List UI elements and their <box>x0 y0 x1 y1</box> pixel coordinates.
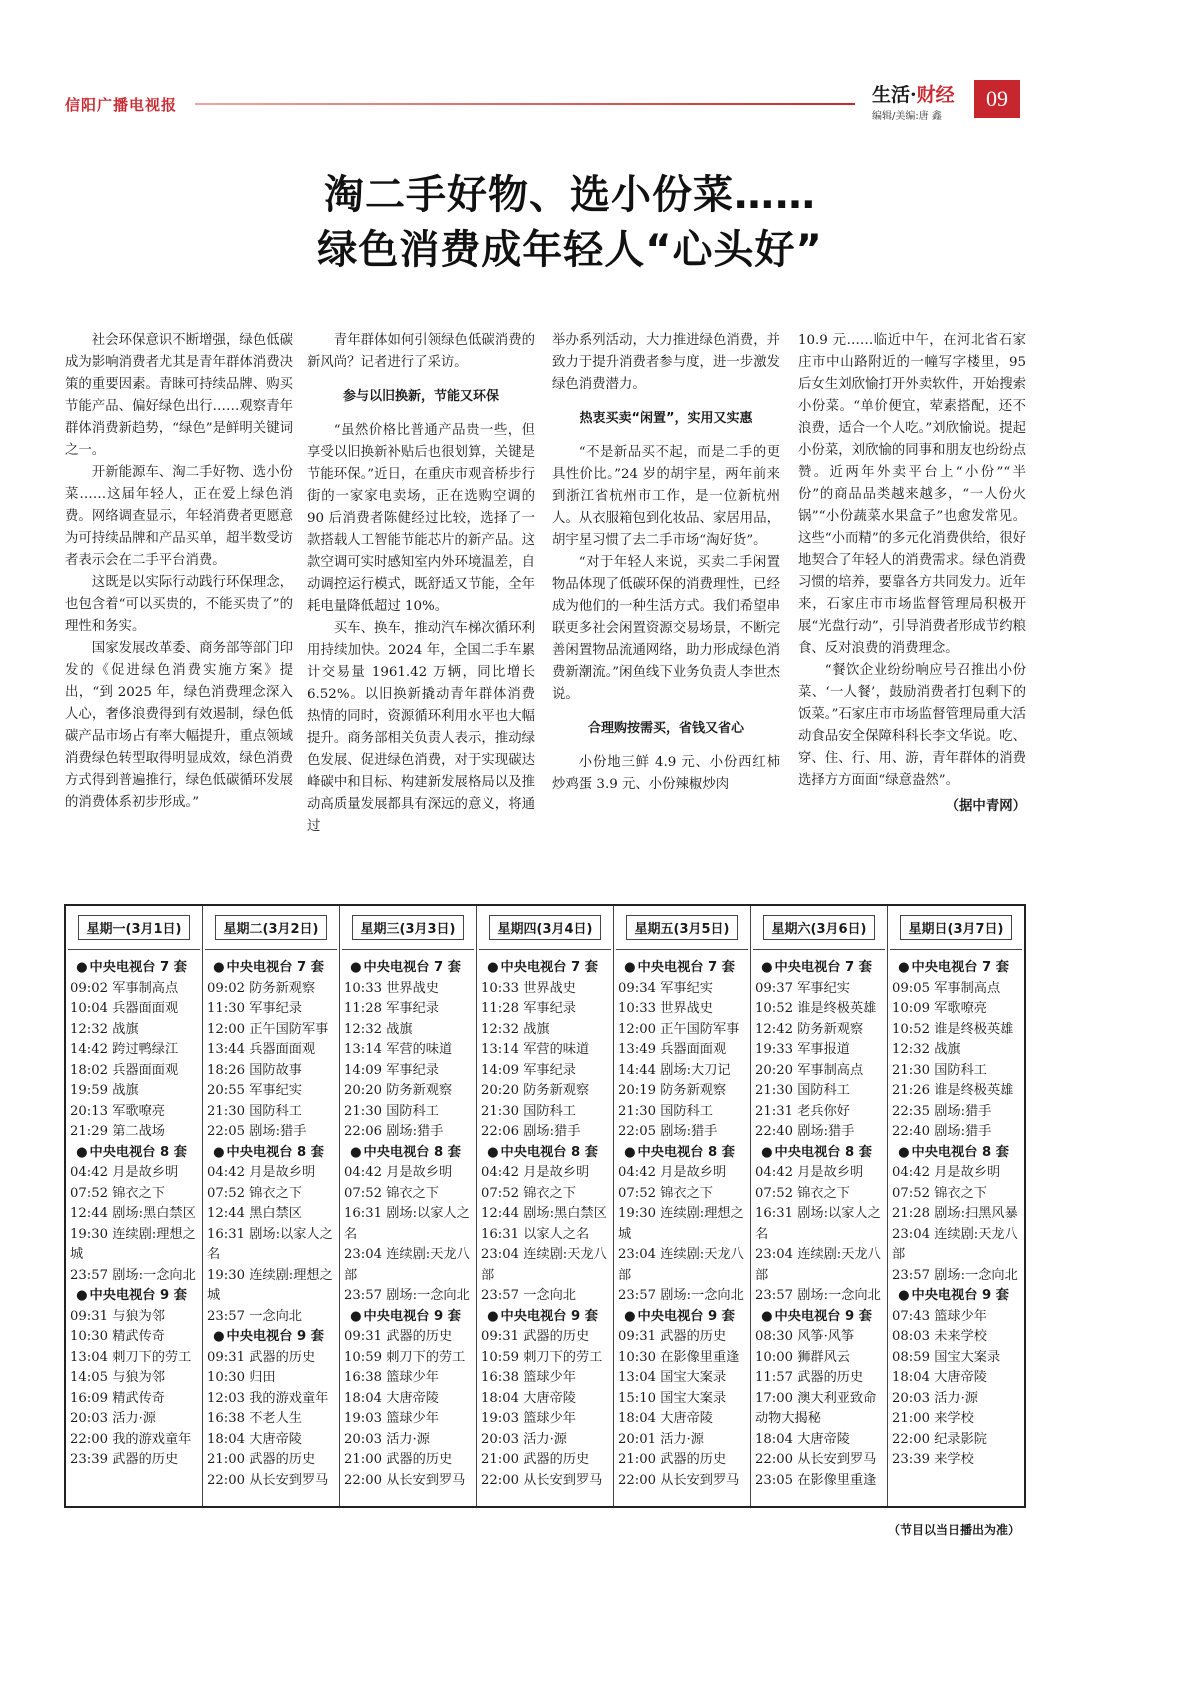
program-entry: 14:09 军事纪录 <box>481 1062 576 1078</box>
program-entry: 20:03 活力·源 <box>344 1431 430 1447</box>
program-entry: 10:59 刺刀下的劳工 <box>344 1349 466 1365</box>
program-entry: 23:57 剧场:一念向北 <box>755 1288 881 1303</box>
program-entry: 10:00 狮群风云 <box>755 1349 850 1365</box>
program-entry: 04:42 月是故乡明 <box>207 1165 316 1180</box>
program-entry: 20:13 军歌嘹亮 <box>70 1103 165 1119</box>
tv-schedule-table <box>64 904 1026 1508</box>
program-entry: 23:57 一念向北 <box>207 1308 302 1324</box>
subheading-trade-in: 参与以旧换新，节能又环保 <box>342 389 499 404</box>
program-entry: 09:05 军事制高点 <box>892 980 1001 996</box>
program-entry: 08:30 风筝·风筝 <box>755 1329 855 1344</box>
program-entry: 11:28 军事纪录 <box>481 1001 576 1016</box>
day-label: 星期二(3月2日) <box>215 915 328 940</box>
program-entry: 19:30 连续剧:理想之城 <box>70 1226 196 1262</box>
program-entry: 23:04 连续剧:天龙八部 <box>755 1247 881 1283</box>
article-paragraph: “餐饮企业纷纷响应号召推出小份菜、‘一人餐’，鼓励消费者打包剩下的饭菜。”石家庄市市场监督管理局重大活动食品安全保障科科长李文华说。吃、穿、住、行、用、游，青年群体的消费选择方方面面“绿意盎然”。 <box>798 663 1026 788</box>
program-entry: 09:31 与狼为邻 <box>70 1308 165 1324</box>
article-column-3 <box>552 330 780 796</box>
program-entry: 04:42 月是故乡明 <box>70 1165 179 1180</box>
channel-heading: ● 中央电视台 7 套 <box>68 958 200 979</box>
program-entry: 22:06 剧场:猎手 <box>481 1124 581 1139</box>
newspaper-masthead: 信阳广播电视报 <box>65 96 178 114</box>
article-paragraph: 青年群体如何引领绿色低碳消费的新风尚？记者进行了采访。 <box>307 333 535 370</box>
program-entry: 10:33 世界战史 <box>481 980 576 996</box>
program-entry: 19:33 军事报道 <box>755 1042 850 1057</box>
program-entry: 22:00 我的游戏童年 <box>70 1431 192 1447</box>
program-entry: 13:04 刺刀下的劳工 <box>70 1349 192 1365</box>
schedule-day-column <box>203 906 340 1506</box>
program-entry: 22:40 剧场:猎手 <box>755 1124 855 1139</box>
article-paragraph: 10.9 元……临近中午，在河北省石家庄市中山路附近的一幢写字楼里，95 后女生刘欣愉打开外卖软件，开始搜索小份菜。“单价便宜，荤素搭配，还不浪费，适合一个人吃。”刘欣愉说。提起小份菜，刘欣愉的同事和朋友也纷纷点赞。近两年外卖平台上“小份”“半份”的商品品类越来越多，“一人份火锅”“小份蔬菜水果盒子”也愈发常见。这些“小而精”的多元化消费供给，很好地契合了年轻人的消费需求。绿色消费习惯的培养，要靠各方共同发力。近年来，石家庄市市场监督管理局积极开展“光盘行动”，引导消费者形成节约粮食、反对浪费的消费理念。 <box>798 333 1026 656</box>
program-entry: 20:20 防务新观察 <box>481 1083 590 1098</box>
channel-heading: ● 中央电视台 9 套 <box>753 1307 885 1328</box>
page-number: 09 <box>974 80 1020 118</box>
section-title-accent: 财经 <box>916 84 955 106</box>
program-entry: 23:57 剧场:一念向北 <box>70 1267 196 1283</box>
program-entry: 16:31 剧场:以家人之名 <box>207 1226 333 1262</box>
article-paragraph: 举办系列活动，大力推进绿色消费，并致力于提升消费者参与度，进一步激发绿色消费潜力。 <box>552 333 780 392</box>
day-label: 星期四(3月4日) <box>489 915 602 940</box>
channel-heading: ● 中央电视台 7 套 <box>753 958 885 979</box>
program-entry: 10:59 刺刀下的劳工 <box>481 1349 603 1365</box>
program-entry: 23:04 连续剧:天龙八部 <box>481 1247 607 1283</box>
program-entry: 18:26 国防故事 <box>207 1062 302 1078</box>
program-entry: 23:04 连续剧:天龙八部 <box>892 1226 1018 1262</box>
program-entry: 18:04 大唐帝陵 <box>344 1390 439 1406</box>
program-entry: 14:42 跨过鸭绿江 <box>70 1042 179 1057</box>
program-entry: 23:39 来学校 <box>892 1452 974 1467</box>
program-entry: 14:05 与狼为邻 <box>70 1370 165 1385</box>
program-entry: 21:00 武器的历史 <box>618 1452 727 1467</box>
channel-heading: ● 中央电视台 8 套 <box>753 1143 885 1164</box>
program-entry: 23:57 剧场:一念向北 <box>344 1288 470 1303</box>
program-entry: 10:52 谁是终极英雄 <box>892 1021 1014 1037</box>
program-entry: 08:59 国宝大案录 <box>892 1349 1001 1365</box>
schedule-day-header <box>753 906 885 950</box>
program-entry: 14:09 军事纪录 <box>344 1062 439 1078</box>
program-entry: 23:39 武器的历史 <box>70 1452 179 1467</box>
program-entry: 16:31 以家人之名 <box>481 1226 590 1242</box>
program-entry: 18:04 大唐帝陵 <box>618 1411 713 1426</box>
day-label: 星期日(3月7日) <box>900 915 1013 940</box>
channel-heading: ● 中央电视台 8 套 <box>342 1143 474 1164</box>
subheading-secondhand: 热衷买卖“闲置”，实用又实惠 <box>579 411 753 426</box>
section-title <box>872 80 955 107</box>
program-entry: 23:57 剧场:一念向北 <box>892 1267 1018 1283</box>
program-entry: 13:44 兵器面面观 <box>207 1042 316 1057</box>
article-paragraph: 开新能源车、淘二手好物、选小份菜……这届年轻人，正在爱上绿色消费。网络调查显示，年轻消费者更愿意为可持续品牌和产品买单，超半数受访者表示会在二手平台消费。 <box>65 465 293 568</box>
program-entry: 07:52 锦衣之下 <box>70 1185 165 1201</box>
program-entry: 14:44 剧场:大刀记 <box>618 1062 731 1078</box>
article-column-1 <box>65 330 293 814</box>
program-entry: 16:38 篮球少年 <box>344 1370 439 1385</box>
article-paragraph: “虽然价格比普通产品贵一些，但享受以旧换新补贴后也很划算，关键是节能环保。”近日，在重庆市观音桥步行街的一家家电卖场，正在选购空调的 90 后消费者陈健经过比较，选择了一款搭载人工智能节能芯片的新产品。这款空调可实时感知室内外环境温差，自动调控运行模式，既舒适又节能，全年耗电量降低超过 10%。 <box>307 423 535 614</box>
program-list <box>890 950 1022 1471</box>
program-entry: 07:52 锦衣之下 <box>481 1185 576 1201</box>
program-entry: 20:20 军事制高点 <box>755 1062 864 1078</box>
program-entry: 12:44 黑白禁区 <box>207 1206 302 1221</box>
schedule-day-column <box>614 906 751 1506</box>
program-entry: 20:03 活力·源 <box>892 1390 978 1406</box>
channel-heading: ● 中央电视台 8 套 <box>616 1143 748 1164</box>
program-entry: 18:04 大唐帝陵 <box>755 1431 850 1447</box>
program-entry: 10:30 归田 <box>207 1370 276 1385</box>
editor-credits: 编辑/美编:唐 鑫 <box>872 111 942 122</box>
program-entry: 10:33 世界战史 <box>618 1001 713 1016</box>
program-entry: 22:00 从长安到罗马 <box>344 1472 466 1488</box>
program-entry: 19:30 连续剧:理想之城 <box>207 1267 333 1303</box>
program-entry: 18:04 大唐帝陵 <box>481 1390 576 1406</box>
channel-heading: ● 中央电视台 9 套 <box>479 1307 611 1328</box>
program-entry: 10:52 谁是终极英雄 <box>755 1001 877 1016</box>
program-entry: 10:04 兵器面面观 <box>70 1001 179 1016</box>
program-entry: 12:32 战旗 <box>892 1042 961 1057</box>
program-entry: 11:57 武器的历史 <box>755 1370 864 1385</box>
program-entry: 09:31 武器的历史 <box>344 1329 453 1344</box>
program-entry: 21:30 国防科工 <box>755 1083 850 1098</box>
program-list <box>616 950 748 1491</box>
program-entry: 21:00 来学校 <box>892 1411 974 1426</box>
program-entry: 13:14 军营的味道 <box>481 1042 590 1057</box>
channel-heading: ● 中央电视台 9 套 <box>205 1327 337 1348</box>
program-entry: 21:29 第二战场 <box>70 1124 165 1139</box>
program-entry: 22:00 从长安到罗马 <box>207 1472 329 1488</box>
program-entry: 07:52 锦衣之下 <box>892 1185 987 1201</box>
schedule-day-column <box>888 906 1024 1506</box>
schedule-day-column <box>751 906 888 1506</box>
headline-line-2: 绿色消费成年轻人“心头好” <box>317 227 823 273</box>
program-entry: 21:30 国防科工 <box>207 1103 302 1119</box>
channel-heading: ● 中央电视台 7 套 <box>479 958 611 979</box>
article-paragraph: 小份地三鲜 4.9 元、小份西红柿炒鸡蛋 3.9 元、小份辣椒炒肉 <box>552 755 780 792</box>
program-entry: 22:00 从长安到罗马 <box>755 1452 877 1467</box>
program-entry: 20:01 活力·源 <box>618 1431 704 1447</box>
section-title-main: 生活· <box>872 84 917 106</box>
program-entry: 07:52 锦衣之下 <box>344 1185 439 1201</box>
program-entry: 19:30 连续剧:理想之城 <box>618 1206 744 1242</box>
program-entry: 18:02 兵器面面观 <box>70 1062 179 1078</box>
program-entry: 21:31 老兵你好 <box>755 1103 850 1119</box>
program-entry: 11:30 军事纪录 <box>207 1001 302 1016</box>
program-entry: 07:52 锦衣之下 <box>207 1185 302 1201</box>
article-paragraph: 这既是以实际行动践行环保理念，也包含着“可以买贵的，不能买贵了”的理性和务实。 <box>65 575 293 634</box>
program-entry: 22:05 剧场:猎手 <box>618 1124 718 1139</box>
program-entry: 10:30 精武传奇 <box>70 1329 165 1344</box>
program-entry: 22:00 从长安到罗马 <box>481 1472 603 1488</box>
schedule-day-column <box>340 906 477 1506</box>
program-entry: 21:30 国防科工 <box>344 1103 439 1119</box>
schedule-day-header <box>479 906 611 950</box>
program-entry: 10:30 在影像里重逢 <box>618 1349 740 1365</box>
program-entry: 22:00 从长安到罗马 <box>618 1472 740 1488</box>
schedule-day-column <box>477 906 614 1506</box>
program-entry: 13:14 军营的味道 <box>344 1042 453 1057</box>
program-entry: 23:57 剧场:一念向北 <box>618 1288 744 1303</box>
program-entry: 07:43 篮球少年 <box>892 1308 987 1324</box>
program-entry: 20:19 防务新观察 <box>618 1083 727 1098</box>
program-list <box>342 950 474 1491</box>
channel-heading: ● 中央电视台 7 套 <box>205 958 337 979</box>
program-entry: 09:02 军事制高点 <box>70 980 179 996</box>
schedule-day-header <box>890 906 1022 950</box>
program-entry: 16:38 篮球少年 <box>481 1370 576 1385</box>
program-entry: 11:28 军事纪录 <box>344 1001 439 1016</box>
program-entry: 07:52 锦衣之下 <box>618 1185 713 1201</box>
day-label: 星期六(3月6日) <box>763 915 876 940</box>
program-entry: 12:32 战旗 <box>344 1021 413 1037</box>
program-entry: 23:04 连续剧:天龙八部 <box>618 1247 744 1283</box>
subheading-small-portions: 合理购按需买，省钱又省心 <box>587 721 744 736</box>
program-entry: 12:32 战旗 <box>70 1021 139 1037</box>
schedule-day-header <box>616 906 748 950</box>
channel-heading: ● 中央电视台 7 套 <box>890 958 1022 979</box>
program-entry: 12:03 我的游戏童年 <box>207 1390 329 1406</box>
program-entry: 21:28 剧场:扫黑风暴 <box>892 1206 1018 1221</box>
program-entry: 16:09 精武传奇 <box>70 1390 165 1406</box>
program-entry: 12:00 正午国防军事 <box>207 1021 329 1037</box>
program-entry: 23:05 在影像里重逢 <box>755 1472 877 1488</box>
schedule-day-column <box>66 906 203 1506</box>
program-entry: 19:03 篮球少年 <box>481 1411 576 1426</box>
article-column-4 <box>798 330 1026 818</box>
program-entry: 21:00 武器的历史 <box>344 1452 453 1467</box>
program-entry: 10:33 世界战史 <box>344 980 439 996</box>
channel-heading: ● 中央电视台 9 套 <box>616 1307 748 1328</box>
program-entry: 12:00 正午国防军事 <box>618 1021 740 1037</box>
program-entry: 12:32 战旗 <box>481 1021 550 1037</box>
day-label: 星期一(3月1日) <box>78 915 191 940</box>
schedule-note: （节目以当日播出为准） <box>888 1523 1021 1537</box>
header-rule <box>195 103 855 105</box>
channel-heading: ● 中央电视台 8 套 <box>890 1143 1022 1164</box>
program-entry: 16:31 剧场:以家人之名 <box>755 1206 881 1242</box>
program-entry: 22:35 剧场:猎手 <box>892 1103 992 1119</box>
program-entry: 19:03 篮球少年 <box>344 1411 439 1426</box>
program-entry: 12:44 剧场:黑白禁区 <box>481 1206 607 1221</box>
day-label: 星期三(3月3日) <box>352 915 465 940</box>
program-entry: 22:05 剧场:猎手 <box>207 1124 307 1139</box>
channel-heading: ● 中央电视台 7 套 <box>616 958 748 979</box>
program-entry: 21:00 武器的历史 <box>207 1452 316 1467</box>
channel-heading: ● 中央电视台 7 套 <box>342 958 474 979</box>
program-entry: 10:09 军歌嘹亮 <box>892 1001 987 1016</box>
program-entry: 04:42 月是故乡明 <box>618 1165 727 1180</box>
program-entry: 09:31 武器的历史 <box>481 1329 590 1344</box>
program-entry: 21:26 谁是终极英雄 <box>892 1083 1014 1098</box>
program-entry: 12:44 剧场:黑白禁区 <box>70 1206 196 1221</box>
program-entry: 04:42 月是故乡明 <box>755 1165 864 1180</box>
program-entry: 20:03 活力·源 <box>70 1411 156 1426</box>
headline-line-1: 淘二手好物、选小份菜…… <box>324 172 816 218</box>
article-paragraph: “不是新品买不起，而是二手的更具性价比。”24 岁的胡宇星，两年前来到浙江省杭州市工作，是一位新杭州人。从衣服箱包到化妆品、家居用品，胡宇星习惯了去二手市场“淘好货”。 <box>552 445 780 548</box>
program-entry: 09:34 军事纪实 <box>618 980 713 996</box>
program-list <box>753 950 885 1491</box>
schedule-day-header <box>205 906 337 950</box>
channel-heading: ● 中央电视台 9 套 <box>342 1307 474 1328</box>
program-entry: 21:00 武器的历史 <box>481 1452 590 1467</box>
program-entry: 18:04 大唐帝陵 <box>892 1370 987 1385</box>
program-entry: 04:42 月是故乡明 <box>344 1165 453 1180</box>
article-source: （据中青网） <box>945 799 1026 814</box>
program-entry: 20:55 军事纪实 <box>207 1083 302 1098</box>
program-entry: 21:30 国防科工 <box>481 1103 576 1119</box>
program-entry: 18:04 大唐帝陵 <box>207 1431 302 1447</box>
program-entry: 23:57 一念向北 <box>481 1288 576 1303</box>
program-entry: 13:04 国宝大案录 <box>618 1370 727 1385</box>
program-entry: 16:38 不老人生 <box>207 1411 302 1426</box>
program-list <box>68 950 200 1471</box>
schedule-day-header <box>68 906 200 950</box>
program-entry: 21:30 国防科工 <box>618 1103 713 1119</box>
program-entry: 22:00 纪录影院 <box>892 1431 987 1447</box>
program-entry: 22:06 剧场:猎手 <box>344 1124 444 1139</box>
channel-heading: ● 中央电视台 8 套 <box>205 1143 337 1164</box>
program-entry: 21:30 国防科工 <box>892 1062 987 1078</box>
article-paragraph: 买车、换车，推动汽车梯次循环利用持续加快。2024 年，全国二手车累计交易量 1961.42 万辆，同比增长 6.52%。以旧换新撬动青年群体消费热情的同时，资源循环利用水平也大幅提升。商务部相关负责人表示，推动绿色发展、促进绿色消费，对于实现碳达峰碳中和目标、构建新发展格局以及推动高质量发展都具有深远的意义，将通过 <box>307 621 535 834</box>
program-entry: 07:52 锦衣之下 <box>755 1185 850 1201</box>
program-entry: 04:42 月是故乡明 <box>892 1165 1001 1180</box>
program-entry: 09:31 武器的历史 <box>618 1329 727 1344</box>
program-entry: 12:42 防务新观察 <box>755 1021 864 1037</box>
channel-heading: ● 中央电视台 8 套 <box>479 1143 611 1164</box>
program-entry: 17:00 澳大利亚致命动物大揭秘 <box>755 1390 877 1426</box>
program-entry: 09:37 军事纪实 <box>755 980 850 996</box>
program-entry: 09:02 防务新观察 <box>207 980 316 996</box>
day-label: 星期五(3月5日) <box>626 915 739 940</box>
article-paragraph: 社会环保意识不断增强，绿色低碳成为影响消费者尤其是青年群体消费决策的重要因素。青睐可持续品牌、购买节能产品、偏好绿色出行……观察青年群体消费新趋势，“绿色”是鲜明关键词之一。 <box>65 333 293 458</box>
program-entry: 20:03 活力·源 <box>481 1431 567 1447</box>
channel-heading: ● 中央电视台 9 套 <box>68 1286 200 1307</box>
program-entry: 22:40 剧场:猎手 <box>892 1124 992 1139</box>
program-entry: 15:10 国宝大案录 <box>618 1390 727 1406</box>
program-list <box>205 950 337 1491</box>
schedule-day-header <box>342 906 474 950</box>
program-list <box>479 950 611 1491</box>
article-column-2 <box>307 330 535 838</box>
program-entry: 08:03 未来学校 <box>892 1329 987 1344</box>
program-entry: 19:59 战旗 <box>70 1083 139 1098</box>
program-entry: 23:04 连续剧:天龙八部 <box>344 1247 470 1283</box>
channel-heading: ● 中央电视台 9 套 <box>890 1286 1022 1307</box>
article-paragraph: 国家发展改革委、商务部等部门印发的《促进绿色消费实施方案》提出，“到 2025 年，绿色消费理念深入人心，奢侈浪费得到有效遏制，绿色低碳产品市场占有率大幅提升，重点领域消费绿色转型取得明显成效，绿色消费方式得到普遍推行，绿色低碳循环发展的消费体系初步形成。” <box>65 641 293 810</box>
program-entry: 16:31 剧场:以家人之名 <box>344 1206 470 1242</box>
article-paragraph: “对于年轻人来说，买卖二手闲置物品体现了低碳环保的消费理性，已经成为他们的一种生活方式。我们希望串联更多社会闲置资源交易场景，不断完善闲置物品流通网络，助力形成绿色消费新潮流。”闲鱼线下业务负责人李世杰说。 <box>552 555 780 702</box>
program-entry: 04:42 月是故乡明 <box>481 1165 590 1180</box>
program-entry: 13:49 兵器面面观 <box>618 1042 727 1057</box>
program-entry: 09:31 武器的历史 <box>207 1349 316 1365</box>
channel-heading: ● 中央电视台 8 套 <box>68 1143 200 1164</box>
program-entry: 20:20 防务新观察 <box>344 1083 453 1098</box>
